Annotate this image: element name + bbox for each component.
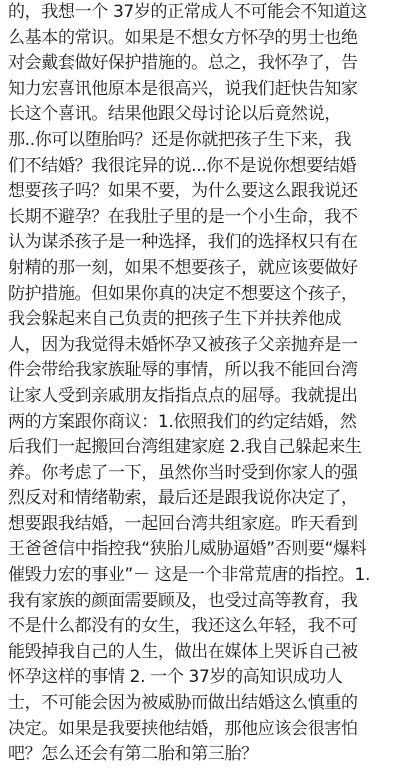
text-line-3: 对会戴套做好保护措施的。总之，我怀孕了，告 — [8, 53, 358, 74]
text-line-16: 让家人受到亲戚朋友指指点点的屈辱。我就提出 — [8, 385, 358, 406]
text-line-28: 士，不可能会因为被威胁而做出结婚这么慎重的 — [8, 693, 358, 714]
text-line-12: 防护措施。但如果你真的决定不想要这个孩子， — [8, 283, 358, 304]
text-line-21: 想要跟我结婚，一起回台湾共组家庭。昨天看到 — [8, 513, 358, 534]
text-line-17: 两的方案跟你商议：1.依照我们的约定结婚，然 — [8, 411, 357, 432]
text-line-2: 么基本的常识。如果是不想女方怀孕的男士也绝 — [8, 27, 358, 48]
text-line-9: 长期不避孕？在我肚子里的是一个小生命，我不 — [8, 206, 358, 227]
text-line-1: 的，我想一个 37岁的正常成人不可能会不知道这 — [8, 2, 367, 22]
text-line-5: 长这个喜讯。结果他跟父母讨论以后竟然说， — [8, 104, 341, 125]
letter-text-block — [8, 0, 400, 768]
text-line-10: 认为谋杀孩子是一种选择，我们的选择权只有在 — [8, 232, 358, 253]
text-line-26: 能毁掉我自己的人生，做出在媒体上哭诉自己被 — [8, 641, 358, 662]
text-line-29: 决定。如果是我要挟他结婚，那他应该会很害怕 — [8, 718, 358, 739]
text-line-18: 后我们一起搬回台湾组建家庭 2.我自己躲起来生 — [8, 437, 362, 458]
text-line-13: 我会躲起来自己负责的把孩子生下并扶养他成 — [8, 309, 341, 330]
text-line-14: 人，因为我觉得未婚怀孕又被孩子父亲抛弃是一 — [8, 334, 358, 355]
text-line-27: 怀孕这样的事情 2. 一个 37岁的高知识成功人 — [8, 667, 343, 688]
text-line-7: 们不结婚？我很诧异的说...你不是说你想要结婚 — [8, 155, 357, 176]
text-line-23: 催毁力宏的事业”－ 这是一个非常荒唐的指控。1. — [8, 565, 371, 586]
text-line-24: 我有家族的颜面需要顾及，也受过高等教育，我 — [8, 590, 358, 611]
text-line-8: 想要孩子吗？如果不要，为什么要这么跟我说还 — [8, 181, 358, 202]
text-line-30: 吧？怎么还会有第二胎和第三胎？ — [8, 744, 258, 765]
text-line-6: 那..你可以堕胎吗？还是你就把孩子生下来，我 — [8, 129, 352, 150]
text-line-22: 王爸爸信中指控我“狭胎儿威胁逼婚”否则要“爆料 — [8, 539, 367, 560]
text-line-25: 不是什么都没有的女生，我还这么年轻，我不可 — [8, 616, 358, 637]
text-line-15: 件会带给我家族耻辱的事情，所以我不能回台湾 — [8, 360, 358, 381]
text-line-19: 养。你考虑了一下，虽然你当时受到你家人的强 — [8, 462, 358, 483]
text-line-4: 知力宏喜讯他原本是很高兴，说我们赶快告知家 — [8, 78, 358, 99]
text-line-11: 射精的那一刻，如果不想要孩子，就应该要做好 — [8, 257, 358, 278]
text-line-20: 烈反对和情绪勒索，最后还是跟我说你决定了， — [8, 488, 358, 509]
